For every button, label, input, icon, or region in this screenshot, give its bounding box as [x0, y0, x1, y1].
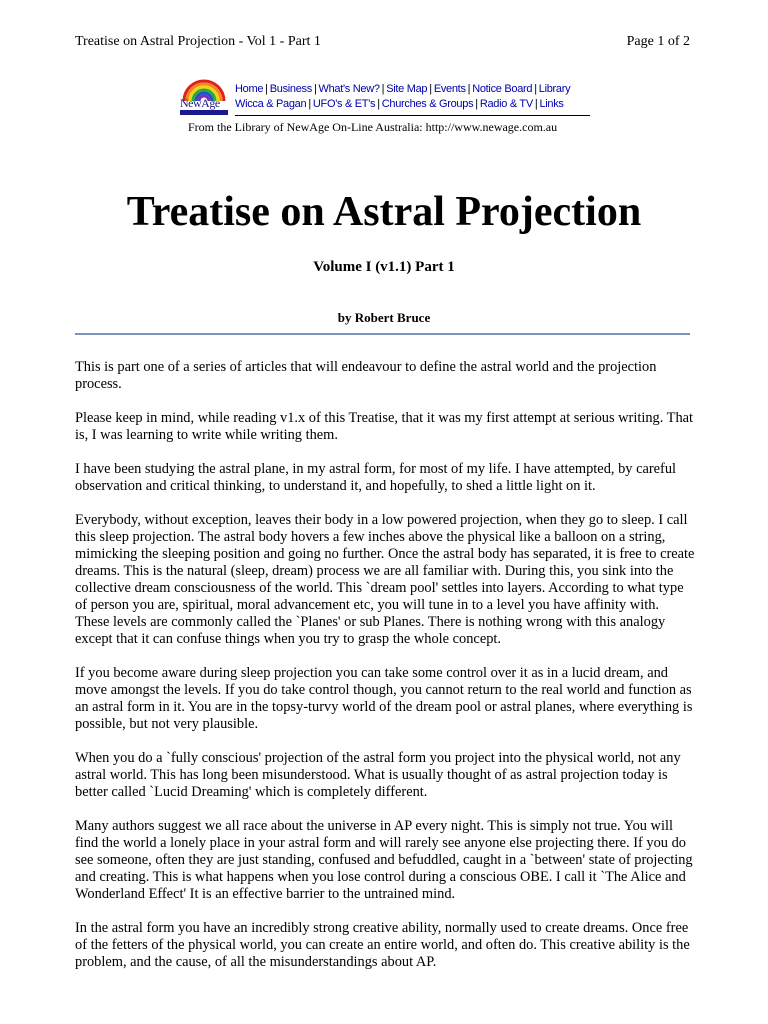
- paragraph: In the astral form you have an incredibly strong creative ability, normally used to create dreams. Once free of the fetters of the physical world, you can create an entire world, and often do. This creative ability is the problem, and the cause, of all the misunderstandings about AP.: [75, 920, 690, 970]
- site-navigation: [235, 82, 570, 112]
- nav-link-home[interactable]: Home: [235, 83, 264, 95]
- paragraph: Please keep in mind, while reading v1.x of this Treatise, that it was my first attempt at serious writing. That is, I was learning to write while writing them.: [75, 410, 694, 443]
- print-header-title: Treatise on Astral Projection - Vol 1 - Part 1: [75, 34, 321, 49]
- site-banner: [180, 79, 590, 135]
- print-header-page-number: Page 1 of 2: [626, 34, 690, 49]
- logo-strip: [180, 110, 228, 115]
- nav-link-wicca-pagan[interactable]: Wicca & Pagan: [235, 98, 307, 110]
- nav-link-churches-groups[interactable]: Churches & Groups: [381, 98, 474, 110]
- paragraph: I have been studying the astral plane, in my astral form, for most of my life. I have attempted, by careful observation and critical thinking, to understand it, and hopefully, to shed a little light on it.: [75, 461, 677, 494]
- nav-link-links[interactable]: Links: [539, 98, 564, 110]
- paragraph: This is part one of a series of articles that will endeavour to define the astral world and the projection process.: [75, 359, 657, 392]
- paragraph: If you become aware during sleep projection you can take some control over it as in a lucid dream, and move amongst the levels. If you do take control though, you cannot return to the real world and function as an astral form in it. You are in the topsy-turvy world of the dream pool or astral planes, where everything is possible, but not very plausible.: [75, 665, 693, 732]
- banner-divider: [235, 115, 590, 116]
- library-credit: From the Library of NewAge On-Line Australia: http://www.newage.com.au: [188, 120, 558, 134]
- author-byline: by Robert Bruce: [337, 310, 431, 325]
- paragraph: Many authors suggest we all race about the universe in AP every night. This is simply not true. You will find the world a lonely place in your astral form and will rarely see anyone else projecting there. If you do see someone, often they are just standing, confused and befuddled, caught in a `between' state of projecting and creating. This is what happens when you lose control during a conscious OBE. I call it `The Alice and Wonderland Effect' It is an effective barrier to the untrained mind.: [75, 818, 693, 902]
- nav-link-whats-new[interactable]: What's New?: [318, 83, 380, 95]
- article-subtitle: Volume I (v1.1) Part 1: [313, 259, 455, 275]
- nav-separator: |: [534, 98, 538, 110]
- nav-link-notice-board[interactable]: Notice Board: [472, 83, 533, 95]
- nav-separator: |: [467, 83, 471, 95]
- nav-separator: |: [265, 83, 268, 95]
- article-title: Treatise on Astral Projection: [126, 189, 642, 235]
- paragraph: Everybody, without exception, leaves their body in a low powered projection, when they go to sleep. I call this sleep projection. The astral body hovers a few inches above the physical like a balloon on a string, mimicking the sleeping position and going no further. Once the astral body has separated, it is free to create dreams. This is the natural (sleep, dream) process we are all familiar with. During this, you sink into the collective dream consciousness of the world. This `dream pool' settles into layers. According to what type of person you are, spiritual, moral advancement etc, you will tune in to a level you have affinity with. These levels are commonly called the `Planes' or sub Planes. There is nothing wrong with this analogy except that it can confuse things when you try to grasp the whole concept.: [75, 512, 695, 647]
- nav-separator: |: [381, 83, 385, 95]
- nav-separator: |: [429, 83, 432, 95]
- nav-link-ufos-ets[interactable]: UFO's & ET's: [312, 98, 376, 110]
- nav-link-events[interactable]: Events: [433, 83, 466, 95]
- nav-row-1: [235, 82, 570, 97]
- paragraph: When you do a `fully conscious' projection of the astral form you project into the physical world, not any astral world. This has long been misunderstood. What is usually thought of as astral projection today is better called `Lucid Dreaming' which is completely different.: [75, 750, 681, 800]
- nav-link-radio-tv[interactable]: Radio & TV: [479, 98, 533, 110]
- nav-separator: |: [308, 98, 311, 110]
- title-divider: [75, 333, 690, 335]
- nav-separator: |: [534, 83, 537, 95]
- nav-link-site-map[interactable]: Site Map: [386, 83, 428, 95]
- nav-link-library[interactable]: Library: [538, 83, 571, 95]
- logo-wordmark: NewAge: [180, 96, 220, 110]
- nav-separator: |: [377, 98, 380, 110]
- nav-row-2: [235, 97, 570, 112]
- nav-separator: |: [475, 98, 478, 110]
- nav-separator: |: [313, 83, 317, 95]
- nav-link-business[interactable]: Business: [269, 83, 312, 95]
- article-body: [75, 359, 695, 988]
